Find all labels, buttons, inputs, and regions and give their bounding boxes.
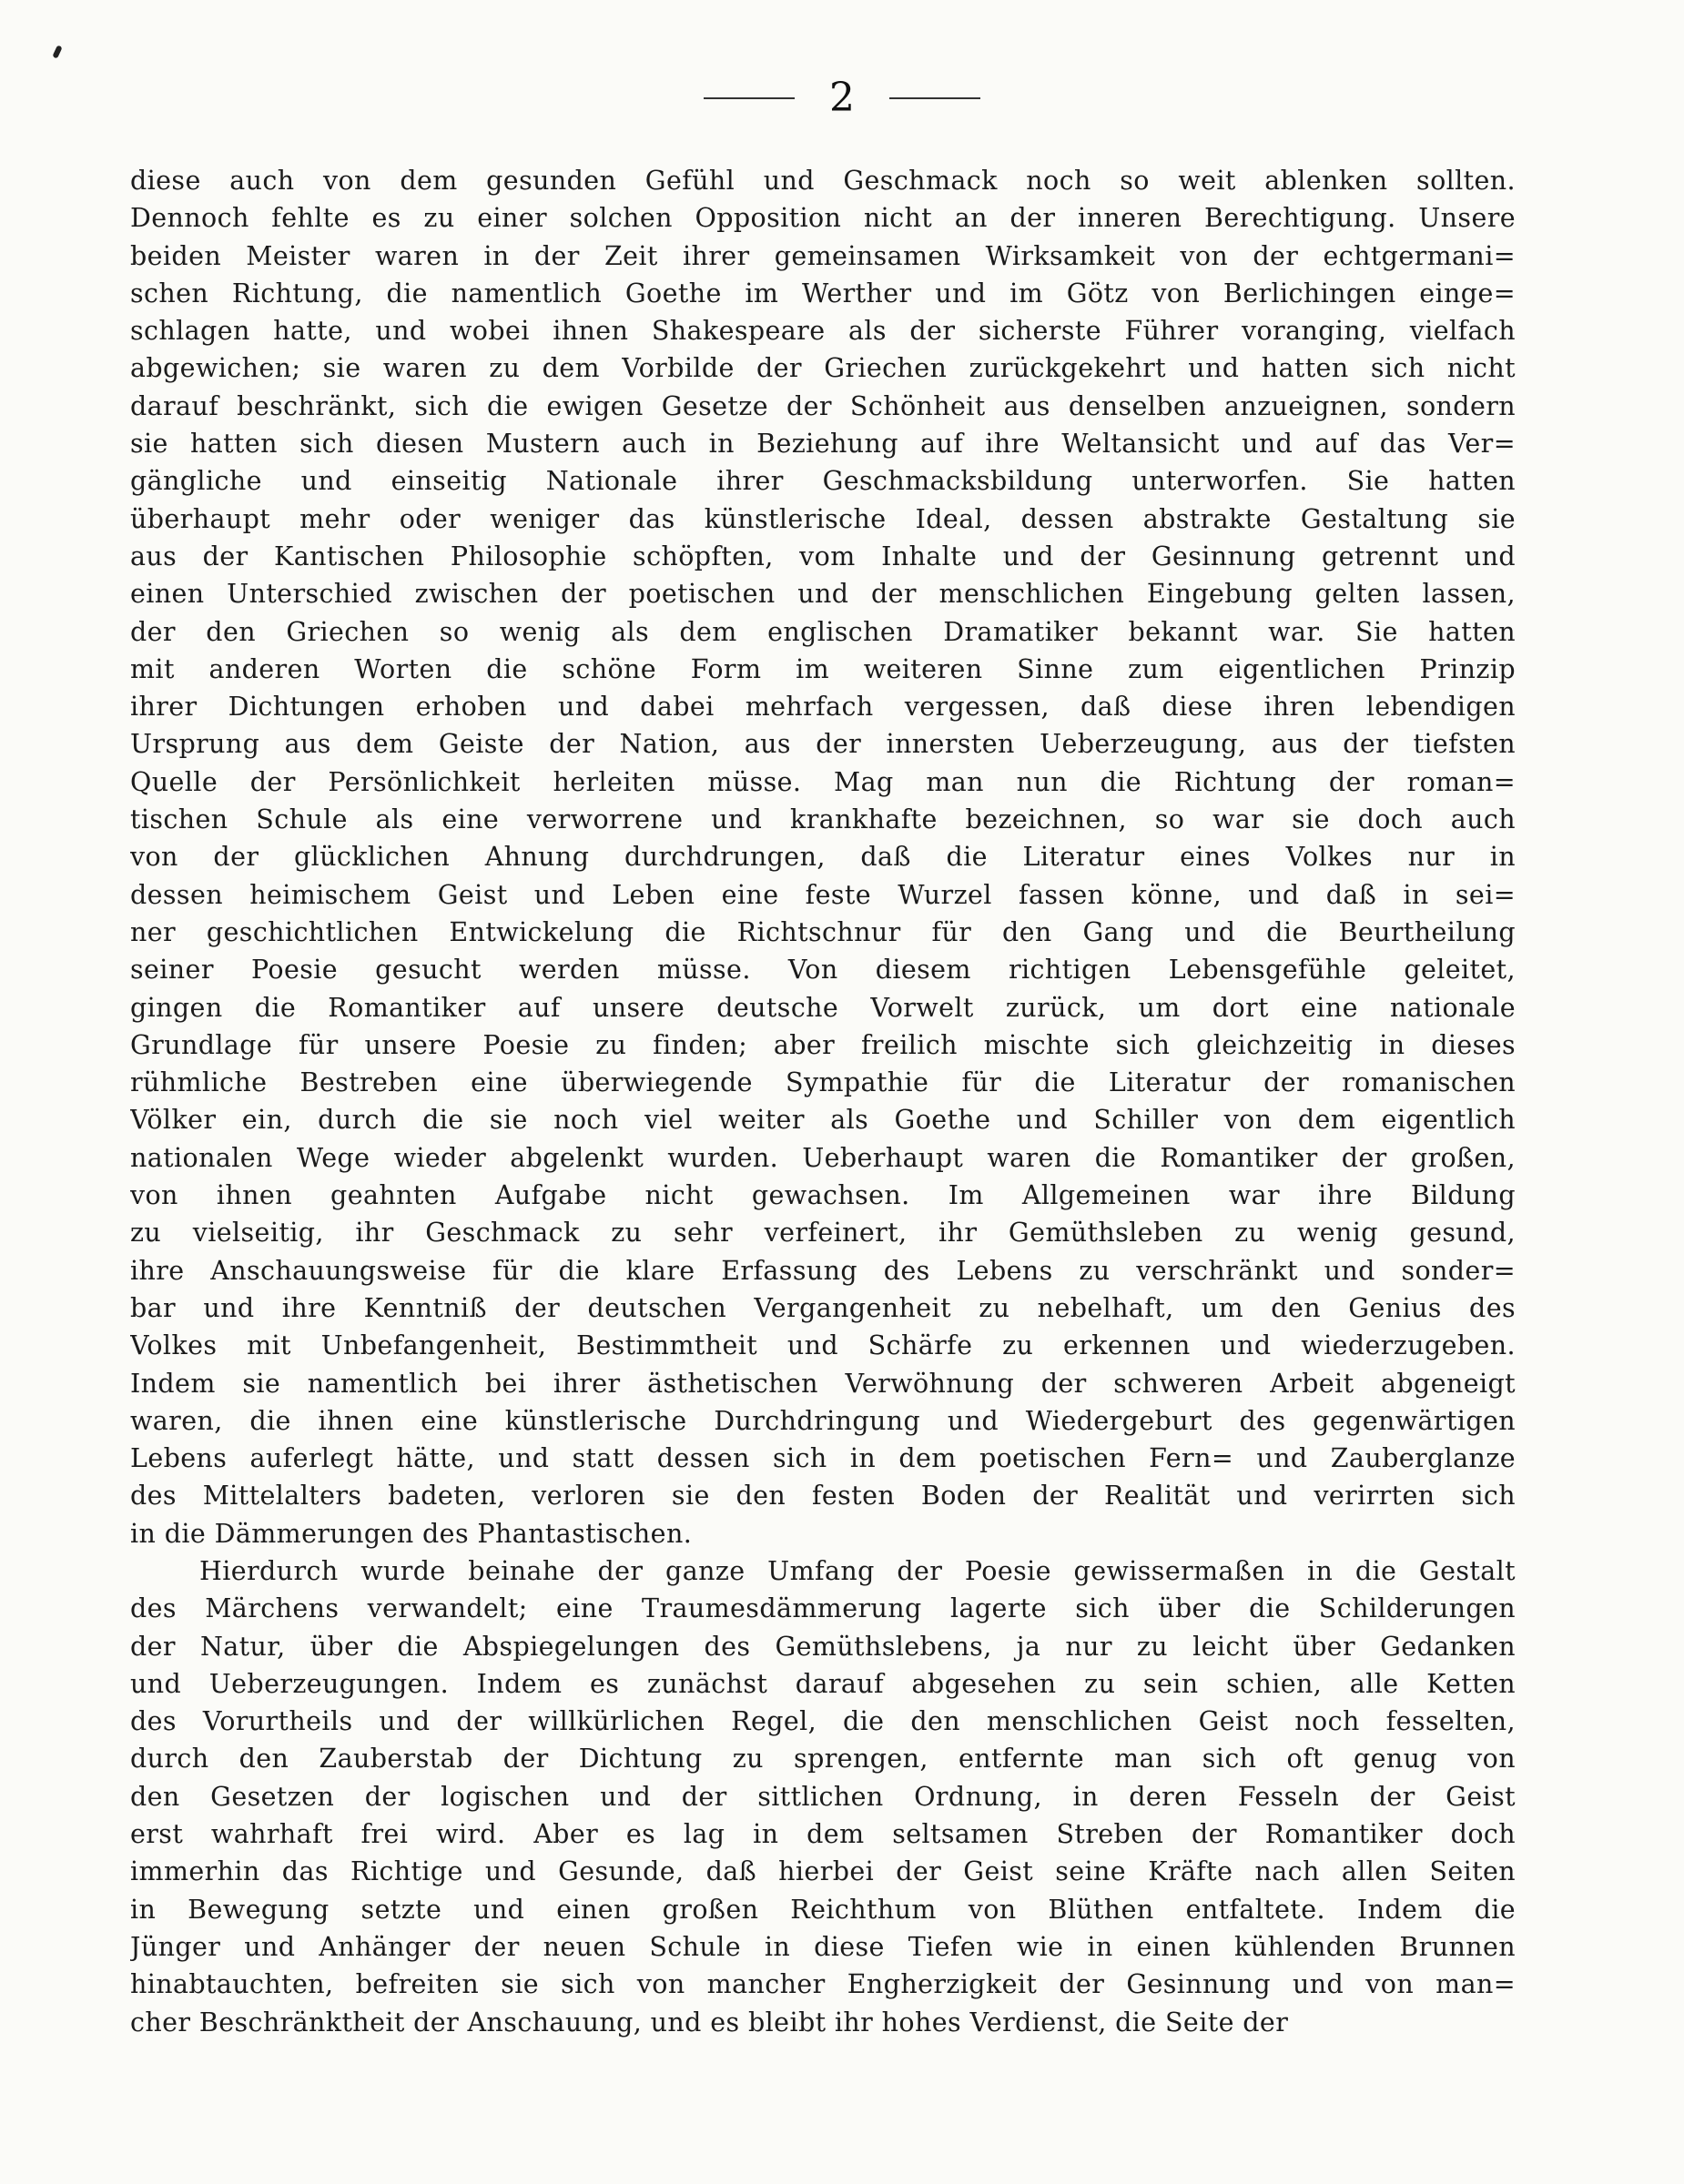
text-line: durch den Zauberstab der Dichtung zu sprengen, entfernte man sich oft genug von: [130, 1744, 1516, 1774]
text-line: des Mittelalters badeten, verloren sie den festen Boden der Realität und verirrten sich: [130, 1481, 1516, 1512]
text-line: des Vorurtheils und der willkürlichen Regel, die den menschlichen Geist noch fesselten,: [130, 1706, 1516, 1737]
text-line: ihre Anschauungsweise für die klare Erfassung des Lebens zu verschränkt und sonder=: [130, 1255, 1516, 1286]
text-line: Hierdurch wurde beinahe der ganze Umfang der Poesie gewissermaßen in die Gestalt: [199, 1555, 1516, 1586]
text-line: Grundlage für unsere Poesie zu finden; aber freilich mischte sich gleichzeitig in dieses: [130, 1029, 1516, 1060]
text-line: schlagen hatte, und wobei ihnen Shakespeare als der sicherste Führer voranging, vielfach: [130, 316, 1516, 347]
text-line: diese auch von dem gesunden Gefühl und Geschmack noch so weit ablenken sollten.: [130, 166, 1516, 196]
text-line: aus der Kantischen Philosophie schöpften, vom Inhalte und der Gesinnung getrennt und: [130, 541, 1516, 571]
page-header: [0, 71, 1684, 126]
text-line: in Bewegung setzte und einen großen Reichthum von Blüthen entfaltete. Indem die: [130, 1894, 1516, 1925]
text-line: zu vielseitig, ihr Geschmack zu sehr verfeinert, ihr Gemüthsleben zu wenig gesund,: [130, 1218, 1516, 1249]
text-line: Indem sie namentlich bei ihrer ästhetischen Verwöhnung der schweren Arbeit abgeneigt: [130, 1368, 1516, 1399]
text-line: Völker ein, durch die sie noch viel weiter als Goethe und Schiller von dem eigentlich: [130, 1105, 1516, 1136]
text-line: tischen Schule als eine verworrene und krankhafte bezeichnen, so war sie doch auch: [130, 804, 1516, 835]
text-line: erst wahrhaft frei wird. Aber es lag in dem seltsamen Streben der Romantiker doch: [130, 1819, 1516, 1850]
text-line: mit anderen Worten die schöne Form im weiteren Sinne zum eigentlichen Prinzip: [130, 653, 1516, 684]
text-line: von ihnen geahnten Aufgabe nicht gewachsen. Im Allgemeinen war ihre Bildung: [130, 1180, 1516, 1211]
text-line: gängliche und einseitig Nationale ihrer Geschmacksbildung unterworfen. Sie hatten: [130, 466, 1516, 497]
text-line: Lebens auferlegt hätte, und statt dessen sich in dem poetischen Fern= und Zauberglanze: [130, 1443, 1516, 1474]
text-line: nationalen Wege wieder abgelenkt wurden. Ueberhaupt waren die Romantiker der großen,: [130, 1142, 1516, 1173]
text-line: Dennoch fehlte es zu einer solchen Opposition nicht an der inneren Berechtigung. Unsere: [130, 203, 1516, 234]
text-line: Quelle der Persönlichkeit herleiten müsse. Mag man nun die Richtung der roman=: [130, 766, 1516, 797]
text-line: einen Unterschied zwischen der poetischen und der menschlichen Eingebung gelten lassen,: [130, 579, 1516, 610]
body-text: [130, 162, 1516, 2041]
text-line: schen Richtung, die namentlich Goethe im Werther und im Götz von Berlichingen einge=: [130, 278, 1516, 308]
text-line: der Natur, über die Abspiegelungen des Gemüthslebens, ja nur zu leicht über Gedanken: [130, 1631, 1516, 1662]
text-line: hinabtauchten, befreiten sie sich von mancher Engherzigkeit der Gesinnung und von man=: [130, 1969, 1516, 2000]
text-line: beiden Meister waren in der Zeit ihrer gemeinsamen Wirksamkeit von der echtgermani=: [130, 240, 1516, 271]
header-rule-left: [704, 97, 795, 99]
ink-speck: [52, 45, 62, 58]
text-line: ihrer Dichtungen erhoben und dabei mehrfach vergessen, daß diese ihren lebendigen: [130, 692, 1516, 723]
text-line: cher Beschränktheit der Anschauung, und es bleibt ihr hohes Verdienst, die Seite der: [130, 2007, 1289, 2037]
text-line: waren, die ihnen eine künstlerische Durchdringung und Wiedergeburt des gegenwärtigen: [130, 1405, 1516, 1436]
text-line: in die Dämmerungen des Phantastischen.: [130, 1518, 693, 1549]
text-line: den Gesetzen der logischen und der sittlichen Ordnung, in deren Fesseln der Geist: [130, 1781, 1516, 1812]
text-line: dessen heimischem Geist und Leben eine feste Wurzel fassen könne, und daß in sei=: [130, 879, 1516, 910]
text-line: der den Griechen so wenig als dem englischen Dramatiker bekannt war. Sie hatten: [130, 616, 1516, 647]
paragraph-1: [130, 162, 1516, 1552]
paragraph-2: [130, 1552, 1516, 2041]
header-rule-right: [889, 97, 980, 99]
text-line: abgewichen; sie waren zu dem Vorbilde der Griechen zurückgekehrt und hatten sich nicht: [130, 353, 1516, 384]
text-line: sie hatten sich diesen Mustern auch in Beziehung auf ihre Weltansicht und auf das Ver=: [130, 429, 1516, 460]
text-line: von der glücklichen Ahnung durchdrungen, daß die Literatur eines Volkes nur in: [130, 842, 1516, 873]
text-line: Jünger und Anhänger der neuen Schule in diese Tiefen wie in einen kühlenden Brunnen: [130, 1931, 1516, 1962]
text-line: darauf beschränkt, sich die ewigen Gesetze der Schönheit aus denselben anzueignen, sondern: [130, 390, 1516, 421]
text-line: rühmliche Bestreben eine überwiegende Sympathie für die Literatur der romanischen: [130, 1067, 1516, 1098]
text-line: und Ueberzeugungen. Indem es zunächst darauf abgesehen zu sein schien, alle Ketten: [130, 1668, 1516, 1699]
text-line: seiner Poesie gesucht werden müsse. Von diesem richtigen Lebensgefühle geleitet,: [130, 955, 1516, 986]
text-line: gingen die Romantiker auf unsere deutsche Vorwelt zurück, um dort eine nationale: [130, 992, 1516, 1023]
text-line: überhaupt mehr oder weniger das künstlerische Ideal, dessen abstrakte Gestaltung sie: [130, 503, 1516, 534]
text-line: ner geschichtlichen Entwickelung die Richtschnur für den Gang und die Beurtheilung: [130, 916, 1516, 947]
page-number: 2: [829, 75, 855, 121]
text-line: bar und ihre Kenntniß der deutschen Vergangenheit zu nebelhaft, um den Genius des: [130, 1292, 1516, 1323]
text-line: Ursprung aus dem Geiste der Nation, aus der innersten Ueberzeugung, aus der tiefsten: [130, 729, 1516, 760]
text-line: Volkes mit Unbefangenheit, Bestimmtheit und Schärfe zu erkennen und wiederzugeben.: [130, 1330, 1516, 1361]
text-line: des Märchens verwandelt; eine Traumesdämmerung lagerte sich über die Schilderungen: [130, 1593, 1516, 1624]
text-line: immerhin das Richtige und Gesunde, daß hierbei der Geist seine Kräfte nach allen Seiten: [130, 1856, 1516, 1887]
